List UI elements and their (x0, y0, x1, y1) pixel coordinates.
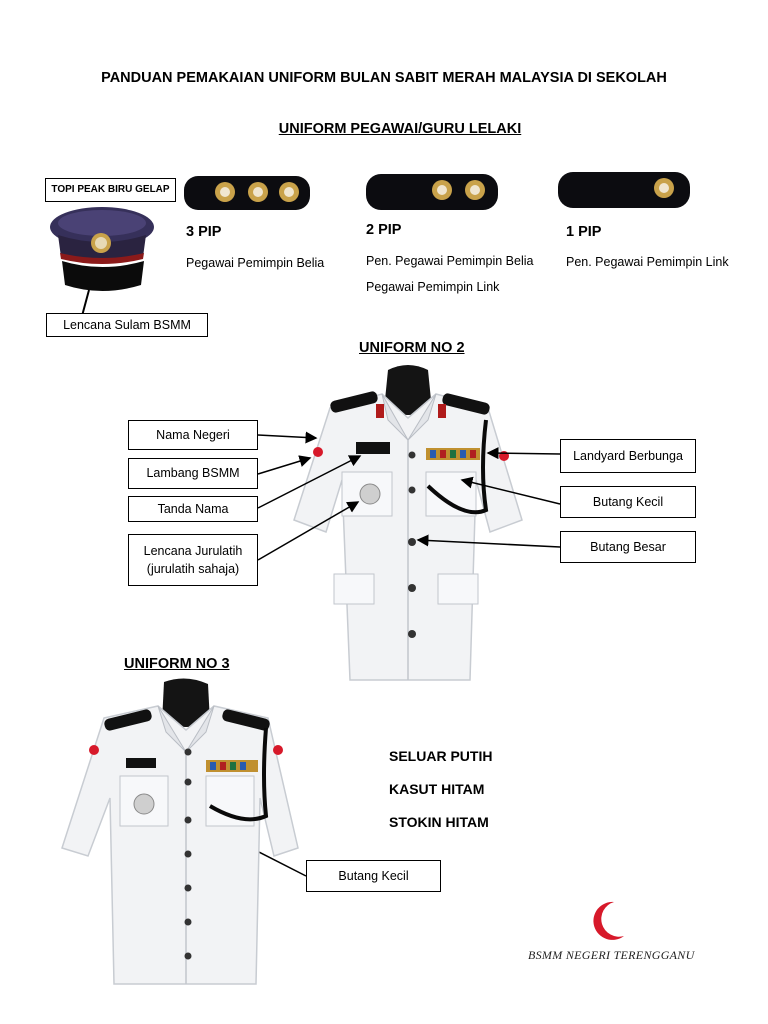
label-tanda-nama (128, 496, 258, 522)
pip-1-role-1: Pen. Pegawai Pemimpin Link (566, 255, 729, 269)
cap-label-text: TOPI PEAK BIRU GELAP (51, 183, 170, 195)
label-lencana-jurulatih-line-2: (jurulatih sahaja) (146, 562, 240, 576)
pip-3-role-1: Pegawai Pemimpin Belia (186, 256, 325, 270)
label-tanda-nama-text: Tanda Nama (157, 501, 229, 516)
label-landyard-berbunga-text: Landyard Berbunga (573, 448, 683, 463)
note-stokin-hitam: STOKIN HITAM (389, 814, 489, 830)
epaulette-2-pip (364, 172, 500, 212)
pip-2-label: 2 PIP (366, 222, 402, 238)
label-landyard-berbunga (560, 439, 696, 473)
uniform-2-shirt-image (290, 360, 526, 692)
label-butang-besar-text: Butang Besar (590, 539, 666, 554)
pip-2-role-2: Pegawai Pemimpin Link (366, 280, 500, 294)
label-nama-negeri-text: Nama Negeri (156, 427, 230, 442)
label-butang-kecil-u3-text: Butang Kecil (338, 868, 409, 883)
uniform-3-title: UNIFORM NO 3 (124, 656, 230, 672)
epaulette-1-pip (556, 170, 692, 210)
epaulette-3-pip (182, 174, 312, 212)
cap-badge-label-text: Lencana Sulam BSMM (63, 317, 191, 332)
uniform-2-title: UNIFORM NO 2 (359, 340, 465, 356)
label-lencana-jurulatih (128, 534, 258, 586)
label-lambang-bsmm (128, 458, 258, 489)
label-lambang-bsmm-text: Lambang BSMM (146, 466, 240, 481)
brand-name: BSMM NEGERI TERENGGANU (528, 948, 695, 962)
cap-badge-label (46, 313, 208, 337)
label-lencana-jurulatih-line-1: Lencana Jurulatih (143, 543, 243, 558)
note-kasut-hitam: KASUT HITAM (389, 781, 485, 797)
page-title: PANDUAN PEMAKAIAN UNIFORM BULAN SABIT MERAH MALAYSIA DI SEKOLAH (101, 70, 667, 86)
pip-2-role-1: Pen. Pegawai Pemimpin Belia (366, 254, 534, 268)
label-butang-besar (560, 531, 696, 563)
peak-cap-image (48, 203, 156, 295)
red-crescent-logo (586, 898, 632, 944)
pip-1-label: 1 PIP (566, 224, 602, 240)
page-subtitle: UNIFORM PEGAWAI/GURU LELAKI (278, 121, 522, 137)
label-butang-kecil-u2 (560, 486, 696, 518)
note-seluar-putih: SELUAR PUTIH (389, 748, 493, 764)
pip-3-label: 3 PIP (186, 224, 222, 240)
label-nama-negeri (128, 420, 258, 450)
label-butang-kecil-u3 (306, 860, 441, 892)
label-butang-kecil-u2-text: Butang Kecil (592, 494, 664, 509)
cap-label (45, 178, 176, 202)
uniform-3-shirt-image (60, 678, 300, 990)
